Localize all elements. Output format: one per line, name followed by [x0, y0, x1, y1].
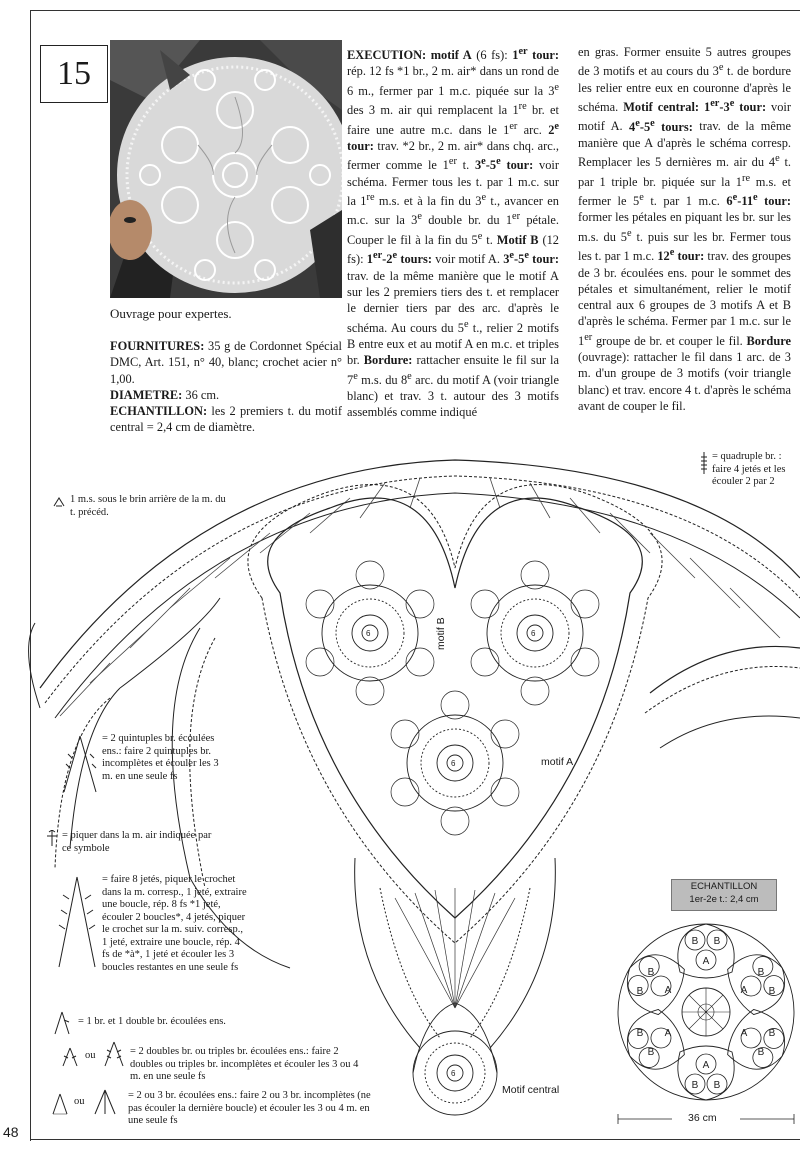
schema-letter-a: A — [702, 956, 710, 967]
materials-column — [110, 338, 342, 436]
legend-huit-fs: = faire 8 jetés, piquer le crochet dans la m. corresp., 1 jeté, extraire une boucle, rép. 8 fs *1 jeté, écouler 2 boucles*, 4 jetés, piquer le crochet sur la m. suiv. corresp., 1 jeté, extraire une boucle, rép. 4 fs de *à*, 1 jeté et écouler les 3 boucles restantes en une seule fs — [102, 874, 247, 973]
ms-arriere-symbol-icon — [52, 495, 66, 513]
page-number: 48 — [3, 1124, 19, 1140]
legend-br-double: = 1 br. et 1 double br. écoulées ens. — [78, 1016, 226, 1027]
label-motif-central: Motif central — [502, 1084, 560, 1096]
assembly-schema — [612, 912, 800, 1112]
triples-symbol-icon — [102, 1040, 126, 1073]
schema-letter-b: B — [713, 1080, 721, 1091]
execution-column-1: EXECUTION: motif A (6 fs): 1er tour: rép. 12 fs *1 br., 2 m. air* dans un rond de 6 m., fermer par 1 m.c. piquée sur la 3e des 3 m. air qui remplacent la 1re br. et faire une autre m.c. dans le 1er arc. 2e tour: trav. *2 br., 2 m. air* dans chq. arc., fermer comme le 1er t. 3e-5e tour: voir schéma. Fermer tous les t. par 1 m.c. sur la 1re m.s. et à la fin du 3e t., avancer en m.c. sur la 3e double br. du 1er pétale. Couper le fil à la fin du 5e t. Motif B (12 fs): 1er-2e tours: voir motif A. 3e-5e tour: trav. de la même manière que le motif A sur les 2 premiers tiers des t. et remplacer le dernier tiers par des arc. d'après le schéma. Au cours du 5e t., relier 2 motifs B entre eux et au motif A en m.c. et triples br. Bordure: rattacher ensuite le fil sur la 7e m.s. du 8e arc. du motif A (voir triangle blanc) et trav. 3 t. autour des 3 motifs assemblés comme indiqué — [347, 46, 559, 420]
deux-br-symbol-icon — [50, 1092, 70, 1121]
photo-caption: Ouvrage pour expertes. — [110, 306, 232, 321]
schema-letter-b: B — [691, 936, 699, 947]
doily-photo — [110, 40, 342, 298]
fournitures-label: FOURNITURES: — [110, 339, 205, 353]
schema-letter-b: B — [636, 1028, 644, 1039]
huit-fs-symbol-icon — [55, 875, 100, 975]
execution-column-2: en gras. Former ensuite 5 autres groupes de 3 motifs et au cours du 3e t. de bordure les relier entre eux en couronne d'après le schéma. Motif central: 1er-3e tour: voir motif A. 4e-5e tours: trav. de la même manière que A d'après le schéma corresp. Remplacer les 5 dernières m. air du 4e t. par 1 triple br. piquée sur la 1re m.s. et fermer le 5e t. par 1 m.c. 6e-11e tour: former les pétales en piquant les br. sur les m.s. du 5e t. puis sur les br. Fermer tous les t. par 1 m.c. 12e tour: trav. des groupes de 3 br. écoulées ens. pour le sommet des pétales et simultanément, relier le motif central aux 6 groupes de 3 motifs A et B d'après le schéma. Fermer par 1 m.c. sur le 1er groupe de br. et couper le fil. Bordure (ouvrage): rattacher le fil dans 1 arc. de 3 m. d'un groupe de 3 motifs (voir triangle blanc) et trav. encore 4 t. d'après le schéma avant de couper le fil. — [578, 45, 792, 414]
schema-letter-b: B — [647, 967, 655, 978]
trois-br-symbol-icon — [92, 1088, 118, 1121]
echantillon-text: les 2 premiers t. du motif central = 2,4 cm de diamètre. — [110, 404, 342, 435]
legend-doubles-triples: = 2 doubles br. ou triples br. écoulées ens.: faire 2 doubles ou triples br. incomplètes et écouler les 3 ou 4 m. en une seule fs — [130, 1046, 359, 1082]
svg-text:6: 6 — [531, 629, 536, 638]
diametre-label: DIAMETRE: — [110, 387, 183, 402]
quadruple-symbol-icon — [698, 452, 710, 479]
schema-letter-b: B — [768, 986, 776, 997]
legend-quintuples: = 2 quintuples br. écoulées ens.: faire 2 quintuples br. incomplètes et écouler les 3 m. en une seule fs — [102, 733, 219, 782]
schema-letter-a: A — [664, 985, 672, 996]
legend-doubles-ou: ou — [85, 1050, 96, 1061]
svg-text:6: 6 — [366, 629, 371, 638]
schema-letter-b: B — [647, 1047, 655, 1058]
pattern-number: 15 — [40, 45, 108, 103]
echantillon-label: ECHANTILLON: — [110, 404, 208, 419]
schema-letter-b: B — [713, 936, 721, 947]
echantillon-title: ECHANTILLON — [690, 881, 758, 892]
fournitures-text: 35 g de Cordonnet Spécial DMC, Art. 151, n° 40, blanc; crochet acier n° 1,00. — [110, 339, 342, 386]
legend-ms-arriere: 1 m.s. sous le brin arrière de la m. du t. précéd. — [70, 494, 226, 518]
echantillon-subtitle: 1er-2e t.: 2,4 cm — [689, 894, 759, 905]
schema-letter-b: B — [691, 1080, 699, 1091]
diametre-text: 36 cm. — [182, 387, 220, 402]
schema-letter-a: A — [664, 1028, 672, 1039]
piquer-symbol-icon — [45, 830, 59, 851]
schema-letter-b: B — [636, 986, 644, 997]
schema-letter-a: A — [740, 1028, 748, 1039]
quintuples-symbol-icon — [60, 734, 100, 799]
doubles-symbol-icon — [60, 1046, 80, 1073]
br-double-symbol-icon — [52, 1010, 72, 1041]
schema-letter-b: B — [768, 1028, 776, 1039]
svg-text:6: 6 — [451, 759, 456, 768]
label-motif-b: motif B — [435, 617, 447, 650]
svg-text:6: 6 — [451, 1069, 456, 1078]
schema-letter-a: A — [740, 985, 748, 996]
echantillon-box — [671, 879, 777, 911]
page-bottom-rule — [30, 1139, 800, 1140]
legend-piquer: = piquer dans la m. air indiquée par ce symbole — [62, 830, 212, 854]
schema-letter-b: B — [757, 1047, 765, 1058]
legend-quadruple: = quadruple br. : faire 4 jetés et les écouler 2 par 2 — [712, 451, 786, 487]
schema-letter-b: B — [757, 967, 765, 978]
schema-letter-a: A — [702, 1060, 710, 1071]
schema-size-label: 36 cm — [688, 1112, 717, 1124]
label-motif-a: motif A — [541, 756, 574, 768]
legend-deux-trois: = 2 ou 3 br. écoulées ens.: faire 2 ou 3 br. incomplètes (ne pas écouler la dernière boucle) et écouler les 3 ou 4 m. en une seule fs — [128, 1090, 371, 1126]
legend-deux-trois-ou: ou — [74, 1096, 85, 1107]
